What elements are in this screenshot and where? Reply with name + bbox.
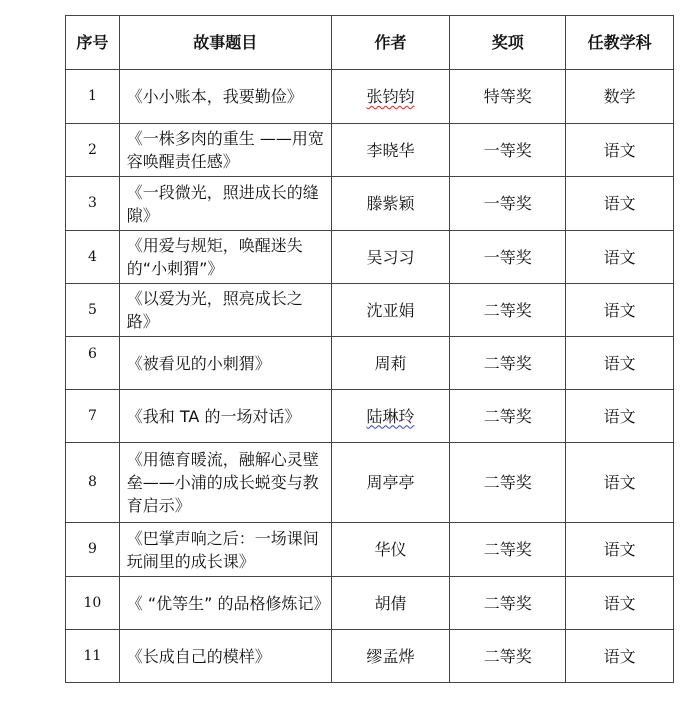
row-num: 2 bbox=[66, 124, 120, 177]
row-num: 6 bbox=[66, 337, 120, 390]
table-row bbox=[66, 577, 674, 630]
row-num: 3 bbox=[66, 177, 120, 231]
row-title: 《我和 TA 的一场对话》 bbox=[119, 390, 331, 443]
row-award: 一等奖 bbox=[450, 231, 566, 284]
table-header-row bbox=[66, 16, 674, 70]
header-award: 奖项 bbox=[450, 16, 566, 70]
row-award: 一等奖 bbox=[450, 177, 566, 231]
row-author bbox=[331, 390, 449, 443]
row-author: 沈亚娟 bbox=[331, 284, 449, 337]
row-author: 滕紫颖 bbox=[331, 177, 449, 231]
table-row bbox=[66, 523, 674, 577]
row-author bbox=[331, 70, 449, 124]
row-subject: 语文 bbox=[566, 231, 674, 284]
table-row bbox=[66, 231, 674, 284]
row-subject: 语文 bbox=[566, 443, 674, 523]
table-row bbox=[66, 443, 674, 523]
row-author-name: 陆琳玲 bbox=[366, 406, 415, 426]
row-author: 李晓华 bbox=[331, 124, 449, 177]
row-author-name: 张钧钧 bbox=[366, 87, 415, 106]
row-num: 11 bbox=[66, 630, 120, 683]
row-num: 1 bbox=[66, 70, 120, 124]
row-num: 9 bbox=[66, 523, 120, 577]
row-title: 《 “优等生” 的品格修炼记》 bbox=[119, 577, 331, 630]
row-award: 二等奖 bbox=[450, 443, 566, 523]
table-row bbox=[66, 337, 674, 390]
row-author: 胡倩 bbox=[331, 577, 449, 630]
row-award: 二等奖 bbox=[450, 630, 566, 683]
row-author: 吴习习 bbox=[331, 231, 449, 284]
row-author: 缪孟烨 bbox=[331, 630, 449, 683]
row-title: 《用德育暖流，融解心灵壁垒——小浦的成长蜕变与教育启示》 bbox=[119, 443, 331, 523]
row-title: 《一株多肉的重生 ——用宽容唤醒责任感》 bbox=[119, 124, 331, 177]
row-award: 二等奖 bbox=[450, 577, 566, 630]
row-num: 10 bbox=[66, 577, 120, 630]
header-num: 序号 bbox=[66, 16, 120, 70]
row-subject: 语文 bbox=[566, 390, 674, 443]
table-row bbox=[66, 70, 674, 124]
row-subject: 数学 bbox=[566, 70, 674, 124]
table-row bbox=[66, 390, 674, 443]
row-num: 5 bbox=[66, 284, 120, 337]
row-award: 二等奖 bbox=[450, 523, 566, 577]
table-row bbox=[66, 124, 674, 177]
table-row bbox=[66, 177, 674, 231]
row-author: 周亭亭 bbox=[331, 443, 449, 523]
table-row bbox=[66, 284, 674, 337]
row-award: 特等奖 bbox=[450, 70, 566, 124]
row-num: 8 bbox=[66, 443, 120, 523]
row-author: 周莉 bbox=[331, 337, 449, 390]
row-title: 《巴掌声响之后：一场课间玩闹里的成长课》 bbox=[119, 523, 331, 577]
row-subject: 语文 bbox=[566, 124, 674, 177]
awards-table bbox=[65, 15, 674, 683]
row-num: 4 bbox=[66, 231, 120, 284]
row-title: 《以爱为光，照亮成长之路》 bbox=[119, 284, 331, 337]
row-subject: 语文 bbox=[566, 577, 674, 630]
table-row bbox=[66, 630, 674, 683]
row-subject: 语文 bbox=[566, 630, 674, 683]
row-title: 《一段微光，照进成长的缝隙》 bbox=[119, 177, 331, 231]
row-title: 《小小账本，我要勤俭》 bbox=[119, 70, 331, 124]
row-award: 二等奖 bbox=[450, 284, 566, 337]
row-award: 二等奖 bbox=[450, 390, 566, 443]
header-subject: 任教学科 bbox=[566, 16, 674, 70]
row-title: 《用爱与规矩，唤醒迷失的“小刺猬”》 bbox=[119, 231, 331, 284]
row-num: 7 bbox=[66, 390, 120, 443]
row-subject: 语文 bbox=[566, 523, 674, 577]
header-title: 故事题目 bbox=[119, 16, 331, 70]
row-title: 《被看见的小刺猬》 bbox=[119, 337, 331, 390]
header-author: 作者 bbox=[331, 16, 449, 70]
row-title: 《长成自己的模样》 bbox=[119, 630, 331, 683]
row-subject: 语文 bbox=[566, 284, 674, 337]
row-award: 二等奖 bbox=[450, 337, 566, 390]
row-author: 华仪 bbox=[331, 523, 449, 577]
row-award: 一等奖 bbox=[450, 124, 566, 177]
row-subject: 语文 bbox=[566, 177, 674, 231]
row-subject: 语文 bbox=[566, 337, 674, 390]
